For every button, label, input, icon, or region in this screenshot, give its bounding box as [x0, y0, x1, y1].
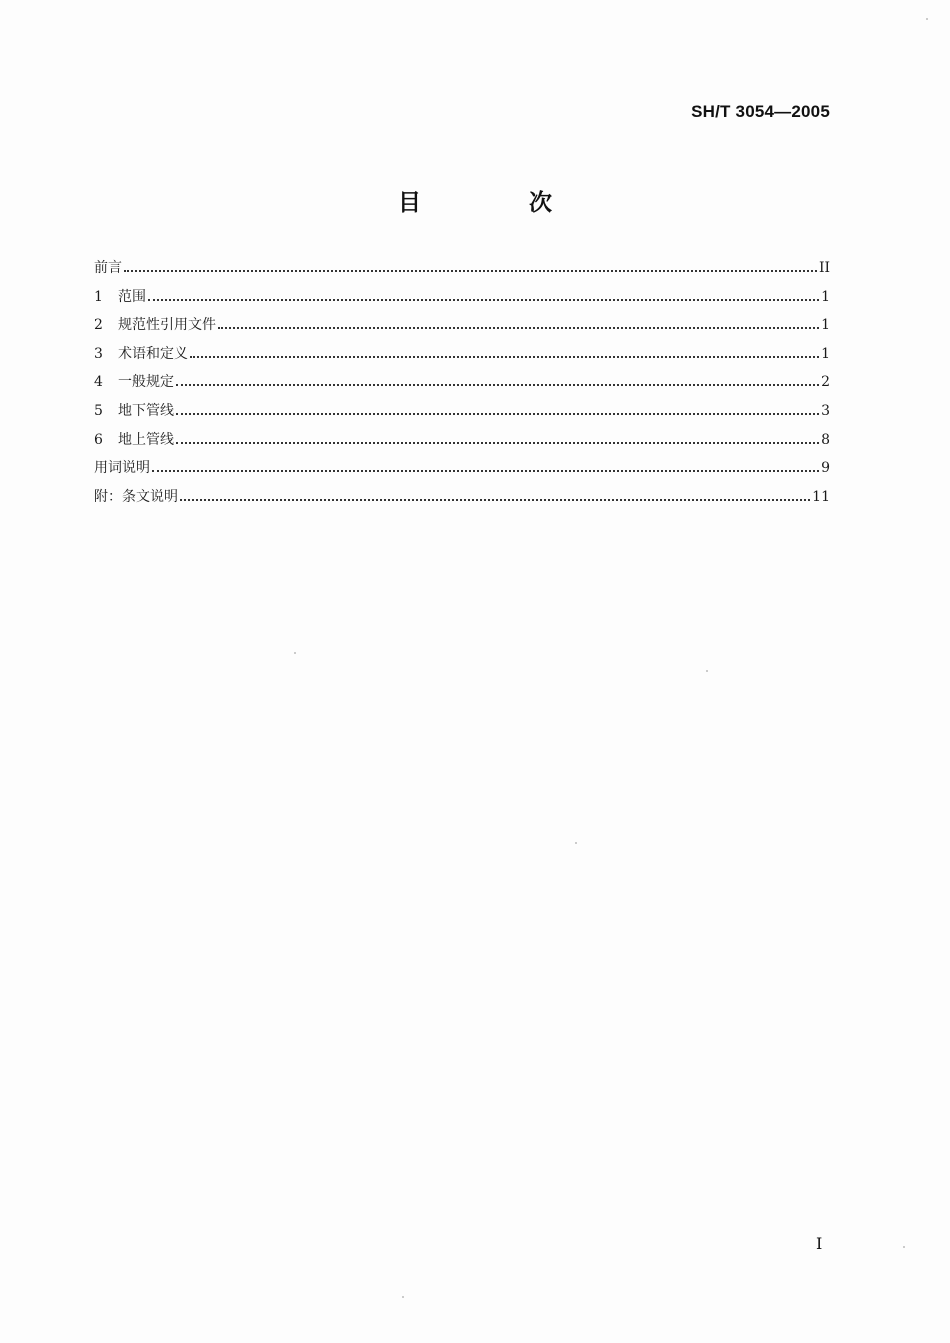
toc-entry-label: 附：条文说明: [94, 488, 178, 505]
toc-leader-dots: [176, 383, 819, 386]
toc-leader-dots: [152, 469, 819, 472]
toc-entry-label: 术语和定义: [118, 345, 188, 362]
toc-entry-number: 5: [94, 402, 103, 419]
toc-entry-page: II: [818, 260, 830, 276]
toc-entry-page: 8: [821, 431, 830, 448]
page-number: I: [816, 1234, 823, 1253]
toc-entry-scope[interactable]: [94, 287, 830, 316]
toc-entry-normative-references[interactable]: [94, 315, 830, 344]
toc-entry-label: 地上管线: [118, 431, 174, 448]
toc-entry-number: 6: [94, 431, 103, 448]
toc-entry-label: 范围: [118, 288, 146, 305]
toc-entry-page: 1: [821, 317, 830, 334]
toc-entry-page: 9: [821, 460, 830, 477]
toc-entry-label: 用词说明: [94, 460, 150, 477]
toc-entry-number: 3: [94, 345, 103, 362]
scan-speck: [903, 1246, 905, 1248]
toc-entry-label: 规范性引用文件: [118, 317, 216, 334]
scan-speck: [294, 652, 296, 654]
toc-entry-underground-pipelines[interactable]: [94, 401, 830, 430]
scan-speck: [926, 18, 928, 20]
toc-entry-terms-definitions[interactable]: [94, 344, 830, 373]
toc-entry-page: 3: [821, 402, 830, 419]
toc-entry-wording-explanation[interactable]: [94, 458, 830, 487]
toc-entry-number: 1: [94, 288, 103, 305]
toc-leader-dots: [176, 412, 819, 415]
toc-entry-page: 2: [821, 374, 830, 391]
toc-entry-label: 一般规定: [118, 374, 174, 391]
toc-leader-dots: [148, 298, 819, 301]
toc-entry-number: 4: [94, 374, 103, 391]
toc-leader-dots: [218, 326, 819, 329]
document-code: SH/T 3054—2005: [691, 102, 830, 121]
toc-entry-aboveground-pipelines[interactable]: [94, 430, 830, 459]
toc-leader-dots: [190, 355, 819, 358]
toc-entry-page: 1: [821, 288, 830, 305]
scan-speck: [575, 842, 577, 844]
toc-leader-dots: [180, 498, 810, 501]
toc-entry-clause-explanation[interactable]: [94, 487, 830, 516]
toc-entry-label: 地下管线: [118, 402, 174, 419]
toc-leader-dots: [124, 269, 817, 272]
toc-entry-label: 前言: [94, 260, 122, 276]
toc-entry-general-provisions[interactable]: [94, 372, 830, 401]
toc-entry-number: 2: [94, 317, 103, 334]
scan-speck: [402, 1296, 404, 1298]
toc-title: 目 次: [397, 190, 602, 216]
toc-entry-page: 1: [821, 345, 830, 362]
toc-entry-preface[interactable]: [94, 258, 830, 287]
scan-speck: [706, 670, 708, 672]
table-of-contents: [94, 258, 830, 515]
toc-leader-dots: [176, 441, 819, 444]
toc-entry-page: 11: [812, 488, 830, 505]
